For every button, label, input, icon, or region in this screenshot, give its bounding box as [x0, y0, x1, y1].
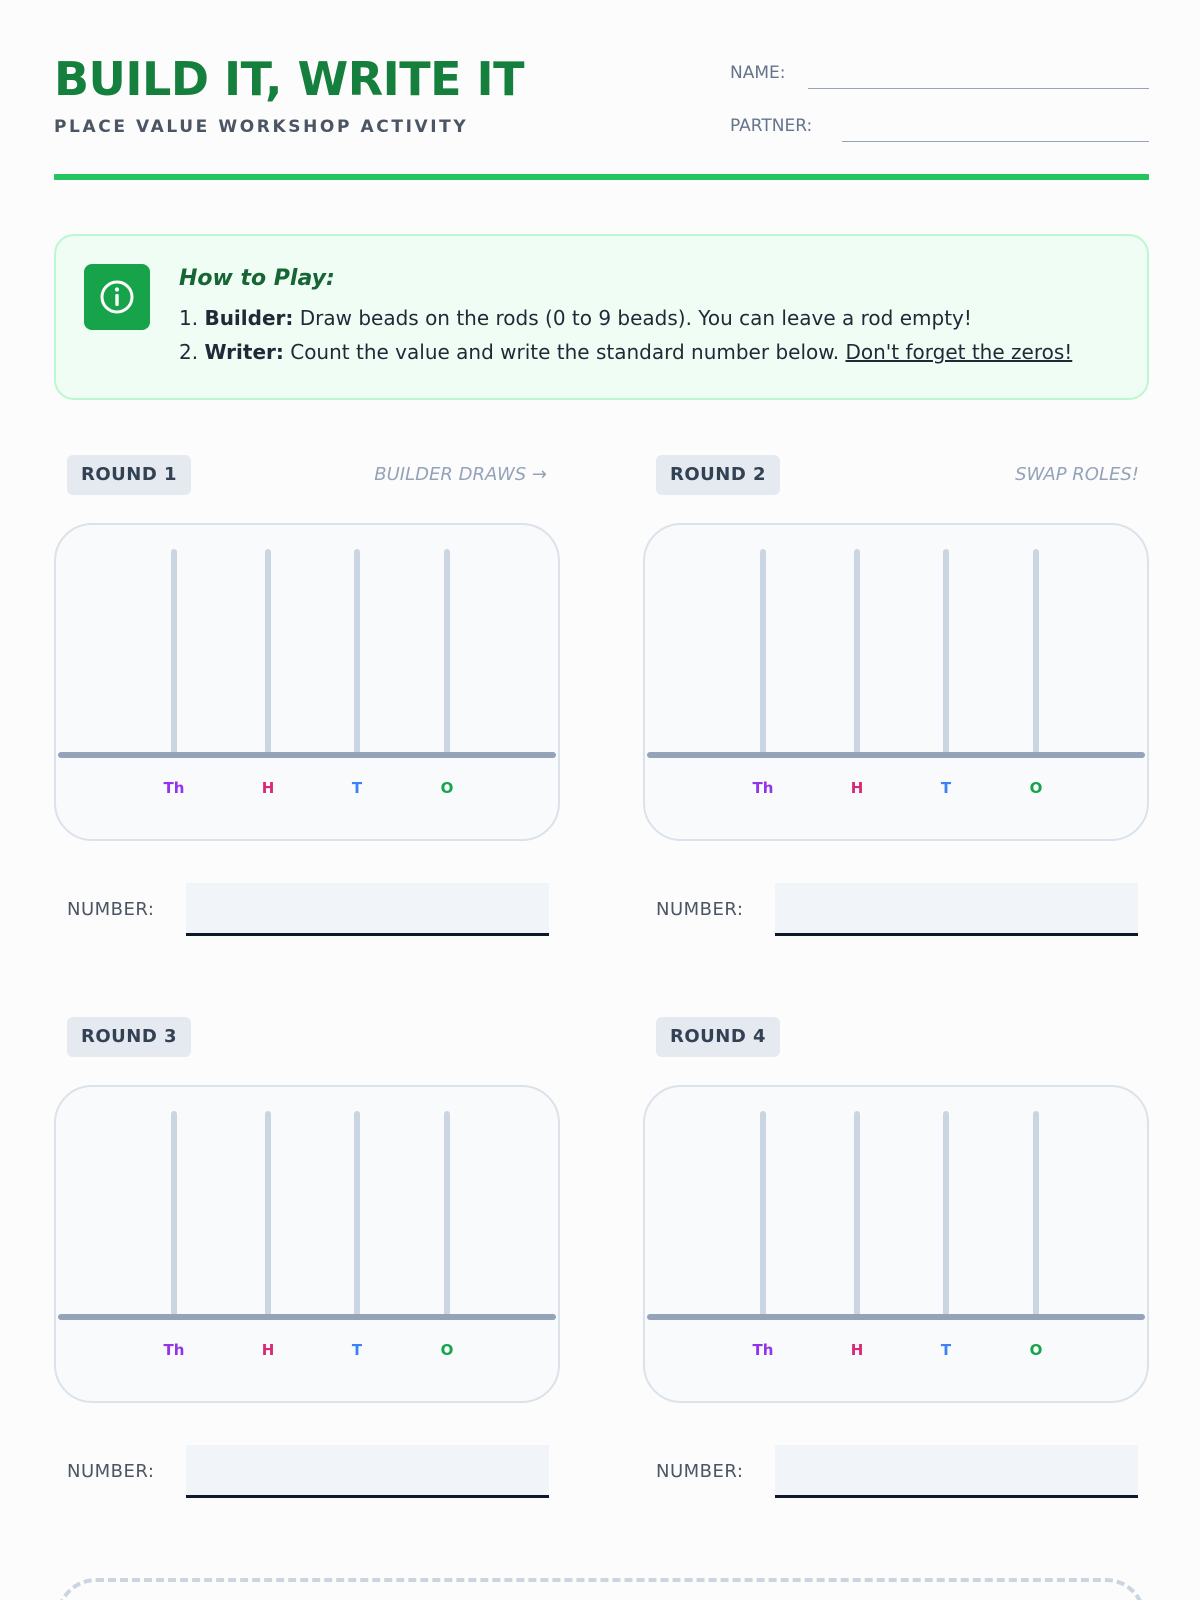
- abacus-board-round-4[interactable]: [643, 1085, 1149, 1403]
- number-answer-round-3[interactable]: [186, 1445, 549, 1498]
- instruction-text: Draw beads on the rods (0 to 9 beads). You can leave a rod empty!: [299, 306, 972, 330]
- place-label-thousands: Th: [752, 779, 774, 797]
- rod-ones[interactable]: [444, 549, 450, 754]
- instruction-writer: [179, 340, 1072, 364]
- place-label-thousands: Th: [163, 779, 185, 797]
- abacus-base: [647, 752, 1145, 758]
- place-label-ones: O: [1029, 779, 1043, 797]
- rod-ones[interactable]: [1033, 1111, 1039, 1316]
- place-label-hundreds: H: [850, 779, 864, 797]
- name-line[interactable]: [808, 88, 1149, 89]
- round-1-note: BUILDER DRAWS →: [374, 464, 547, 485]
- place-label-thousands: Th: [752, 1341, 774, 1359]
- instruction-text: Count the value and write the standard number below.: [290, 340, 840, 364]
- rod-thousands[interactable]: [760, 549, 766, 754]
- rod-tens[interactable]: [943, 1111, 949, 1316]
- header-divider: [54, 174, 1149, 180]
- place-label-ones: O: [1029, 1341, 1043, 1359]
- number-label: NUMBER:: [67, 899, 155, 920]
- how-to-play-box: [54, 234, 1149, 400]
- abacus-base: [58, 752, 556, 758]
- round-2-badge: ROUND 2: [656, 455, 780, 495]
- partner-line[interactable]: [842, 141, 1149, 142]
- how-to-play-heading: How to Play:: [179, 266, 335, 291]
- instruction-role: Writer:: [204, 340, 284, 364]
- rod-tens[interactable]: [354, 549, 360, 754]
- number-answer-round-2[interactable]: [775, 883, 1138, 936]
- rod-tens[interactable]: [943, 549, 949, 754]
- rod-thousands[interactable]: [171, 549, 177, 754]
- place-label-tens: T: [351, 779, 363, 797]
- rod-hundreds[interactable]: [265, 549, 271, 754]
- info-icon: [84, 264, 150, 330]
- partner-field[interactable]: [730, 116, 812, 136]
- page-subtitle: PLACE VALUE WORKSHOP ACTIVITY: [54, 117, 469, 137]
- number-answer-round-1[interactable]: [186, 883, 549, 936]
- place-label-hundreds: H: [850, 1341, 864, 1359]
- place-label-tens: T: [351, 1341, 363, 1359]
- place-label-tens: T: [940, 779, 952, 797]
- round-2-note: SWAP ROLES!: [1015, 464, 1139, 485]
- rod-thousands[interactable]: [760, 1111, 766, 1316]
- name-label: NAME:: [730, 63, 786, 83]
- rod-hundreds[interactable]: [854, 1111, 860, 1316]
- abacus-base: [58, 1314, 556, 1320]
- page-title: BUILD IT, WRITE IT: [54, 52, 525, 106]
- abacus-base: [647, 1314, 1145, 1320]
- number-label: NUMBER:: [67, 1461, 155, 1482]
- worksheet-header: [54, 52, 1149, 182]
- round-1-badge: ROUND 1: [67, 455, 191, 495]
- abacus-board-round-1[interactable]: [54, 523, 560, 841]
- bottom-dashed-panel: [56, 1578, 1146, 1600]
- rod-ones[interactable]: [444, 1111, 450, 1316]
- instruction-number: 2.: [179, 340, 199, 364]
- place-label-tens: T: [940, 1341, 952, 1359]
- place-label-ones: O: [440, 1341, 454, 1359]
- instruction-number: 1.: [179, 306, 199, 330]
- instruction-emphasis: Don't forget the zeros!: [845, 340, 1073, 364]
- place-label-ones: O: [440, 779, 454, 797]
- rod-hundreds[interactable]: [265, 1111, 271, 1316]
- instruction-role: Builder:: [204, 306, 294, 330]
- name-field[interactable]: [730, 63, 785, 83]
- round-4-badge: ROUND 4: [656, 1017, 780, 1057]
- rod-hundreds[interactable]: [854, 549, 860, 754]
- rod-ones[interactable]: [1033, 549, 1039, 754]
- abacus-board-round-3[interactable]: [54, 1085, 560, 1403]
- rod-thousands[interactable]: [171, 1111, 177, 1316]
- number-label: NUMBER:: [656, 1461, 744, 1482]
- place-label-hundreds: H: [261, 779, 275, 797]
- number-answer-round-4[interactable]: [775, 1445, 1138, 1498]
- place-label-thousands: Th: [163, 1341, 185, 1359]
- instruction-builder: [179, 306, 972, 330]
- partner-label: PARTNER:: [730, 116, 813, 136]
- number-label: NUMBER:: [656, 899, 744, 920]
- abacus-board-round-2[interactable]: [643, 523, 1149, 841]
- place-label-hundreds: H: [261, 1341, 275, 1359]
- round-3-badge: ROUND 3: [67, 1017, 191, 1057]
- rod-tens[interactable]: [354, 1111, 360, 1316]
